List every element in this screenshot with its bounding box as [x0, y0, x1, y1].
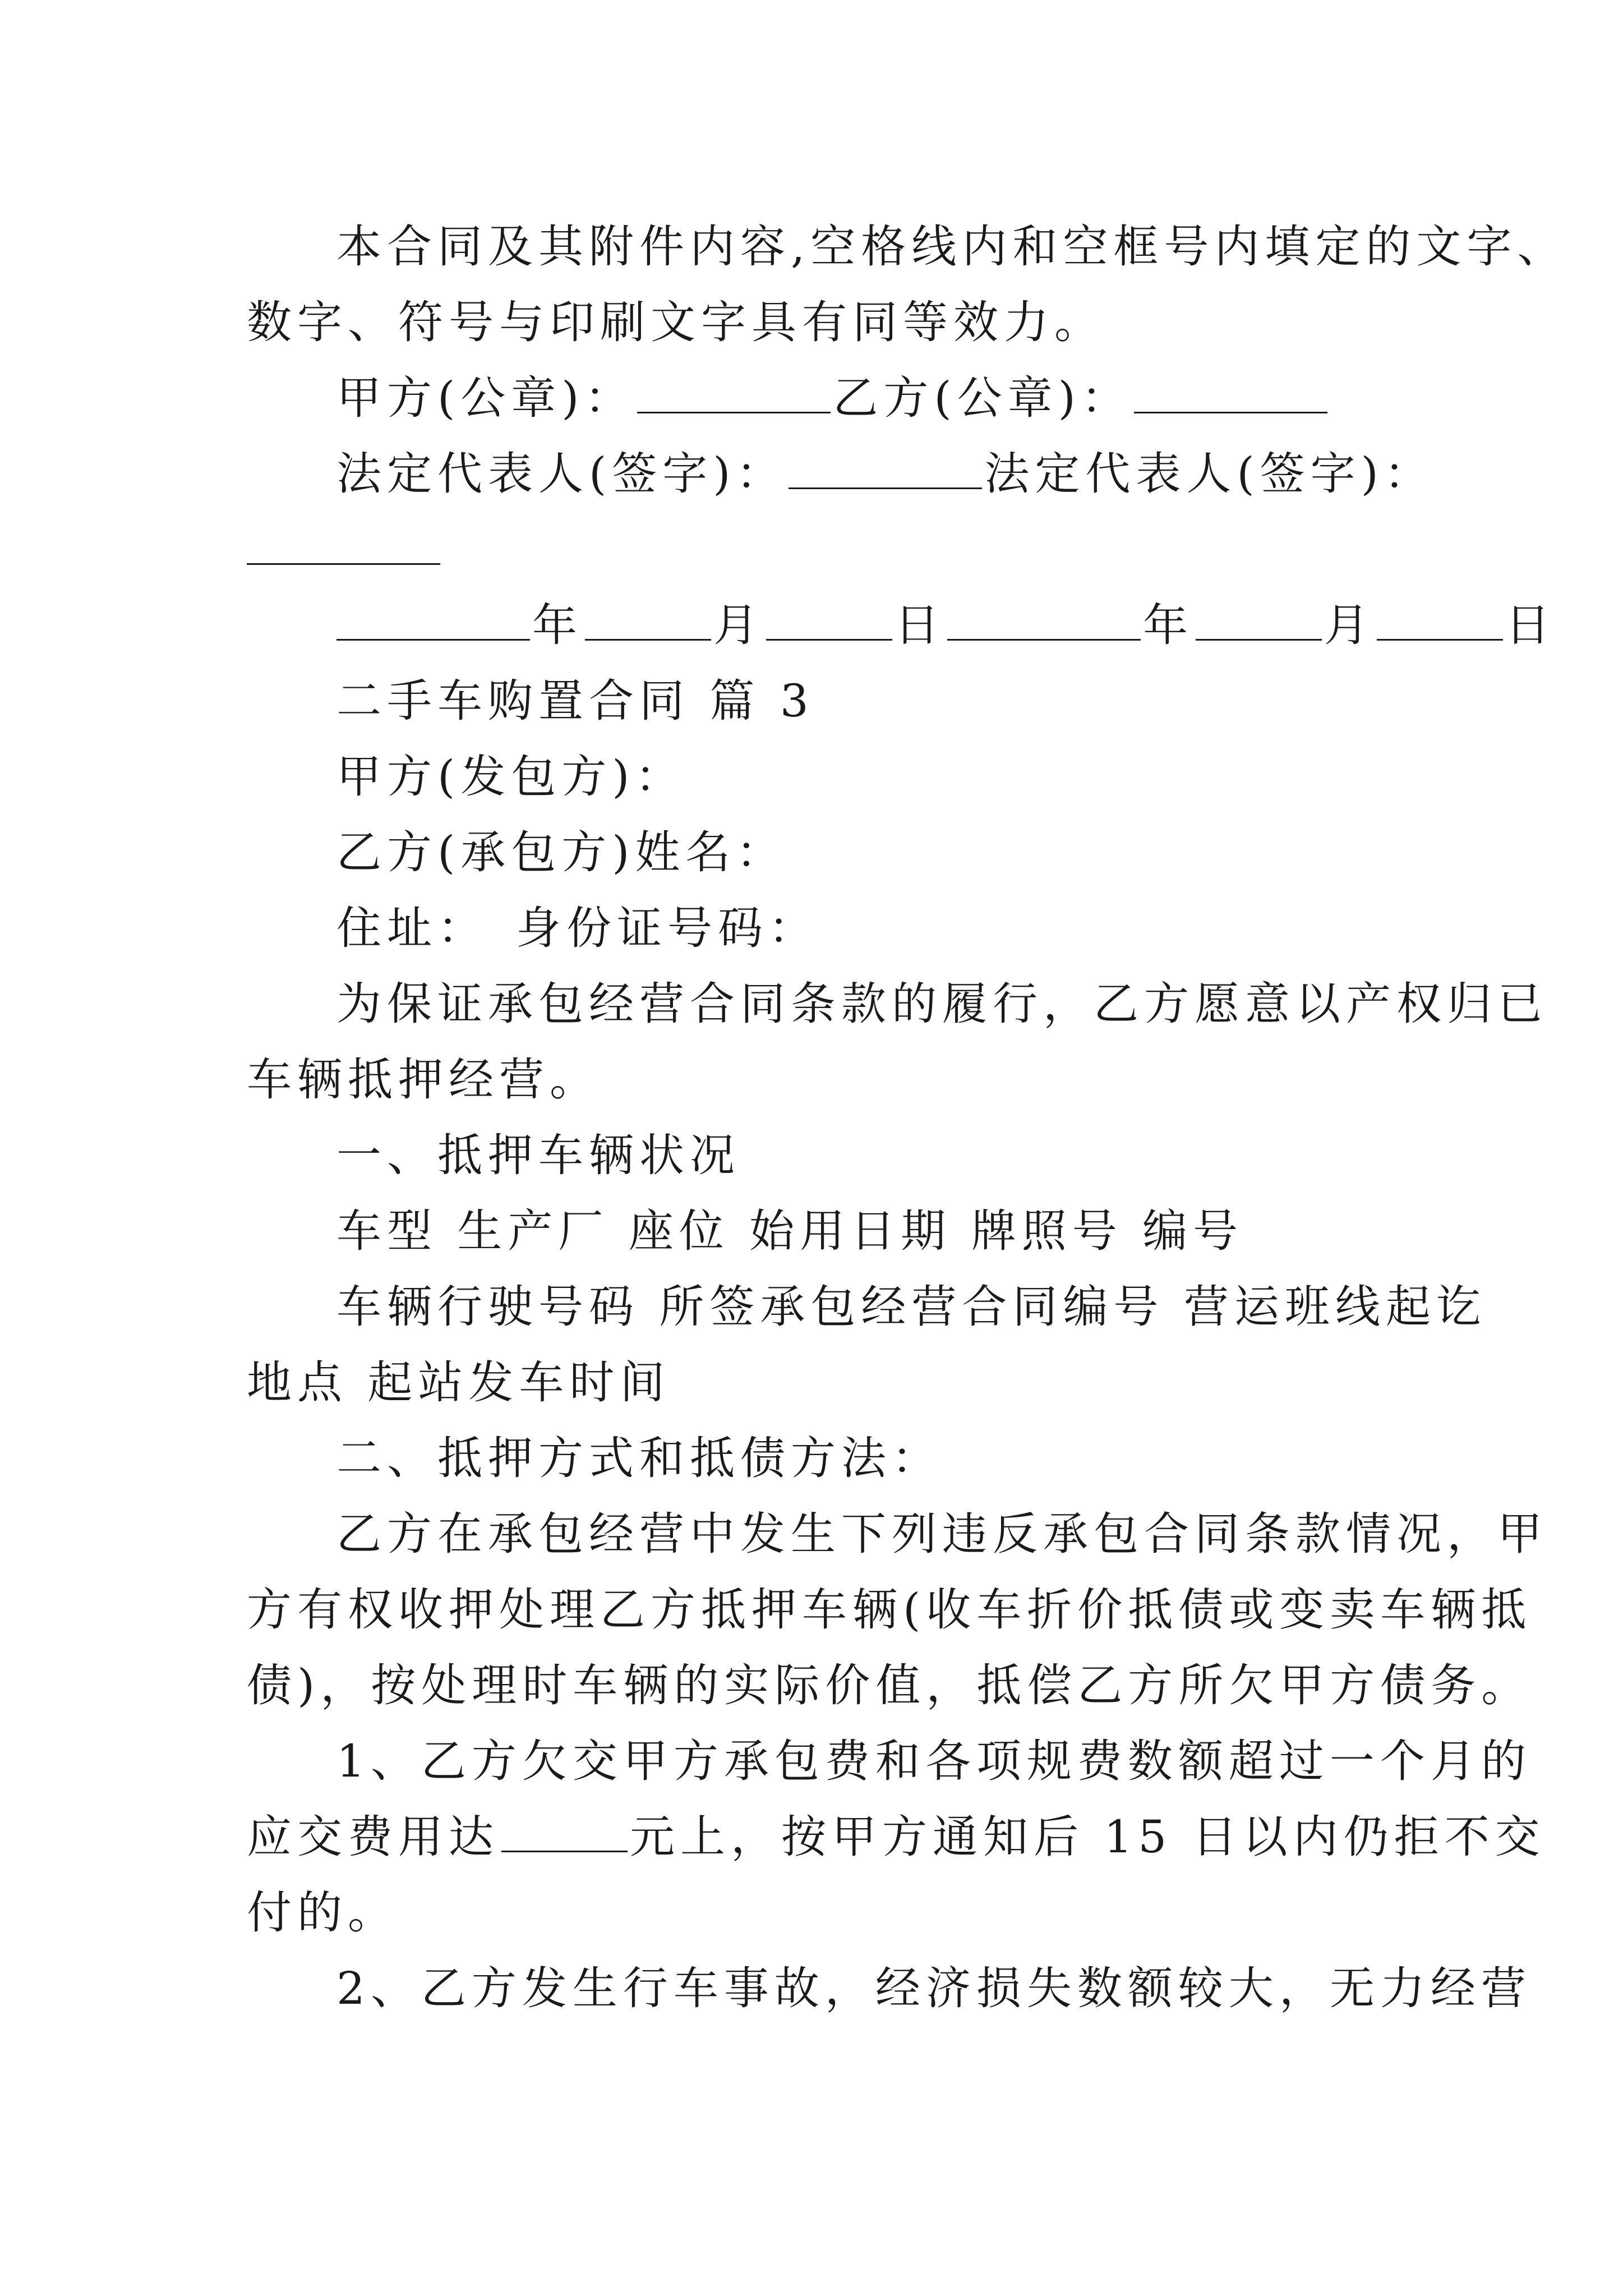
party-a-month-blank: [585, 604, 711, 641]
party-a-representative-blank: [789, 453, 982, 489]
party-a-month-label: 月: [713, 599, 764, 651]
party-b-day-blank: [1377, 604, 1503, 641]
paragraph-default-line3: 债)，按处理时车辆的实际价值，抵偿乙方所欠甲方债务。: [247, 1659, 1532, 1711]
item-1-amount-blank: [501, 1816, 628, 1852]
contract-heading: 二手车购置合同 篇 3: [336, 675, 814, 727]
party-b-representative-blank-row: [247, 522, 442, 578]
date-row: [336, 597, 1556, 654]
party-b-year-blank: [947, 604, 1141, 641]
party-b-representative-blank: [247, 528, 440, 565]
item-1-line2: [247, 1809, 1546, 1865]
party-b-year-label: 年: [1143, 599, 1193, 651]
vehicle-fields-line3: 地点 起站发车时间: [247, 1356, 671, 1409]
representative-signature-row: [336, 446, 1435, 502]
address-id-row: [336, 900, 819, 956]
party-a-year-label: 年: [532, 599, 583, 651]
party-a-day-label: 日: [895, 599, 945, 651]
party-b-month-blank: [1196, 604, 1322, 641]
seal-signature-row: [336, 370, 1330, 426]
party-a-day-blank: [766, 604, 892, 641]
paragraph-validity-line1: 本合同及其附件内容,空格线内和空框号内填定的文字、: [336, 220, 1568, 273]
vehicle-fields-line: 车型 生产厂 座位 始用日期 牌照号 编号: [336, 1205, 1244, 1257]
paragraph-validity-line2: 数字、符号与印刷文字具有同等效力。: [247, 296, 1105, 348]
paragraph-default-line2: 方有权收押处理乙方抵押车辆(收车折价抵债或变卖车辆抵: [247, 1584, 1532, 1636]
item-1-amount-prefix: 应交费用达: [247, 1811, 499, 1863]
section-2-title: 二、抵押方式和抵债方法：: [336, 1432, 942, 1484]
party-b-seal-label: 乙方(公章)：: [833, 372, 1132, 424]
party-a-year-blank: [336, 604, 530, 641]
item-1-line3: 付的。: [247, 1887, 398, 1939]
party-b-day-label: 日: [1505, 599, 1556, 651]
party-a-seal-blank: [637, 377, 831, 413]
party-a-seal-label: 甲方(公章)：: [336, 372, 635, 424]
party-b-month-label: 月: [1324, 599, 1375, 651]
party-b-representative-label: 法定代表人(签字)：: [984, 448, 1435, 500]
address-label: 住址：: [336, 902, 488, 954]
paragraph-mortgage-line1: 为保证承包经营合同条款的履行，乙方愿意以产权归已: [336, 978, 1548, 1030]
id-number-label: 身份证号码：: [516, 902, 819, 954]
section-1-title: 一、抵押车辆状况: [336, 1129, 740, 1181]
party-b-contractor-line: 乙方(承包方)姓名：: [336, 826, 787, 878]
party-a-representative-label: 法定代表人(签字)：: [336, 448, 787, 500]
item-1-line1: 1、乙方欠交甲方承包费和各项规费数额超过一个月的: [336, 1735, 1532, 1787]
vehicle-fields-line2: 车辆行驶号码 所签承包经营合同编号 营运班线起讫: [336, 1281, 1487, 1333]
party-b-seal-blank: [1134, 377, 1327, 413]
item-2-line1: 2、乙方发生行车事故，经济损失数额较大，无力经营: [336, 1962, 1532, 2014]
paragraph-mortgage-line2: 车辆抵押经营。: [247, 1053, 600, 1106]
paragraph-default-line1: 乙方在承包经营中发生下列违反承包合同条款情况，甲: [336, 1508, 1548, 1560]
party-a-contractor-line: 甲方(发包方)：: [336, 751, 686, 803]
item-1-amount-suffix: 元上，按甲方通知后 15 日以内仍拒不交: [630, 1811, 1546, 1863]
